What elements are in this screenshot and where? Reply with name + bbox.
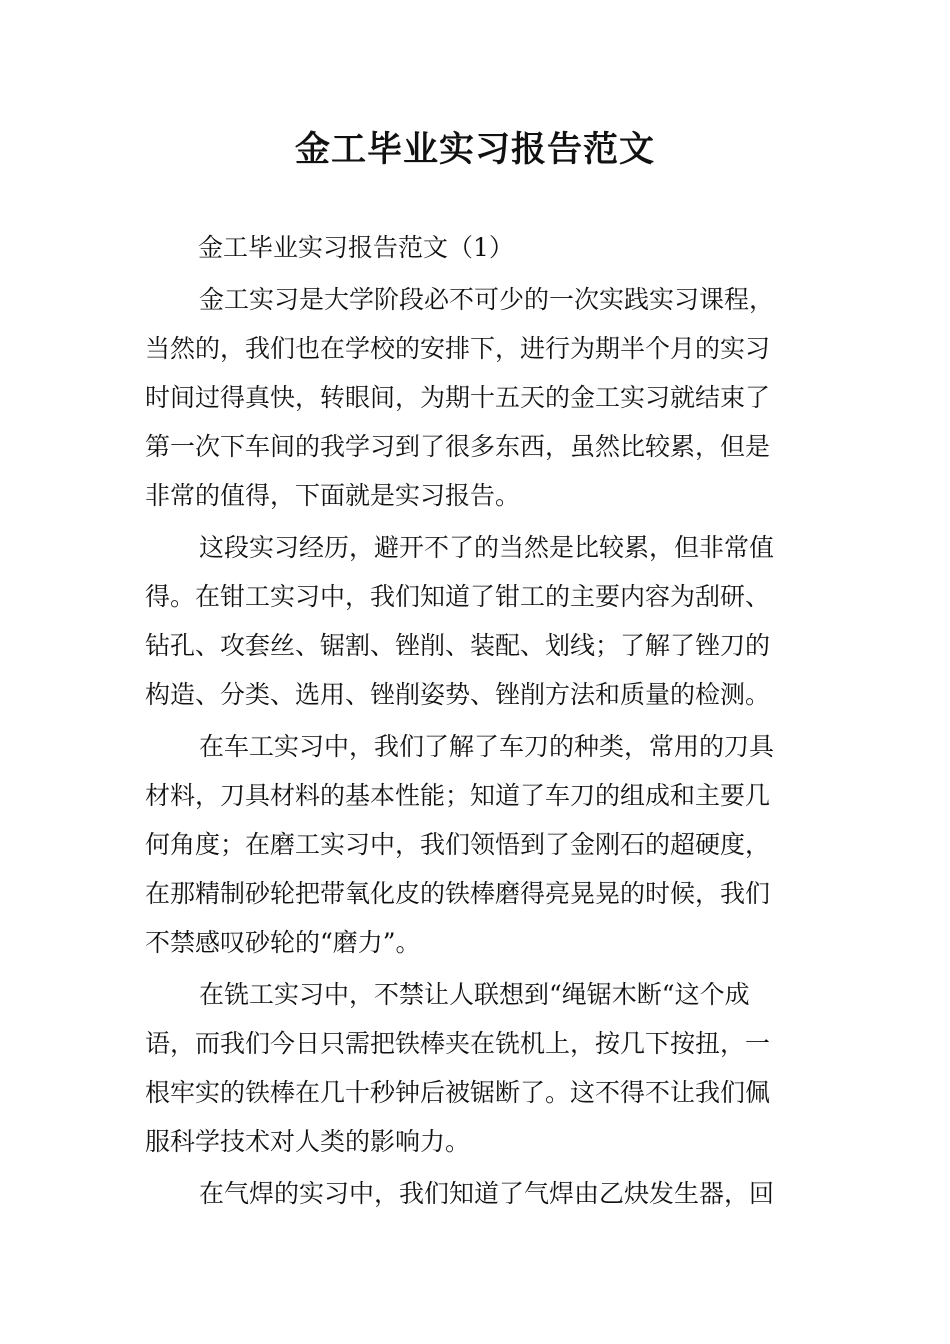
section-heading: 金工毕业实习报告范文（1） [198,233,514,262]
document-title: 金工毕业实习报告范文 [294,129,655,170]
paragraph-line: 根牢实的铁棒在几十秒钟后被锯断了。这不得不让我们佩 [145,1078,771,1107]
paragraph-line: 当然的，我们也在学校的安排下，进行为期半个月的实习 [145,334,771,363]
paragraph-line: 时间过得真快，转眼间，为期十五天的金工实习就结束了 [145,383,771,412]
paragraph-line: 在气焊的实习中，我们知道了气焊由乙炔发生器，回 [199,1179,775,1208]
paragraph-line: 在铣工实习中，不禁让人联想到“绳锯木断“这个成 [199,980,750,1009]
paragraph-line: 语，而我们今日只需把铁棒夹在铣机上，按几下按扭，一 [145,1029,771,1058]
paragraph-line: 构造、分类、选用、锉削姿势、锉削方法和质量的检测。 [145,680,771,709]
paragraph-line: 非常的值得，下面就是实习报告。 [145,481,521,510]
paragraph-line: 在车工实习中，我们了解了车刀的种类，常用的刀具 [199,732,775,761]
paragraph-line: 第一次下车间的我学习到了很多东西，虽然比较累，但是 [145,432,771,461]
paragraph-line: 材料，刀具材料的基本性能；知道了车刀的组成和主要几 [145,781,771,810]
paragraph-line: 在那精制砂轮把带氧化皮的铁棒磨得亮晃晃的时候，我们 [145,879,771,908]
paragraph-line: 钻孔、攻套丝、锯割、锉削、装配、划线；了解了锉刀的 [145,631,771,660]
paragraph-line: 何角度；在磨工实习中，我们领悟到了金刚石的超硬度， [145,830,771,859]
paragraph-line: 不禁感叹砂轮的“磨力”。 [145,928,421,957]
paragraph-line: 得。在钳工实习中，我们知道了钳工的主要内容为刮研、 [145,582,771,611]
paragraph-line: 这段实习经历，避开不了的当然是比较累，但非常值 [199,533,775,562]
paragraph-line: 金工实习是大学阶段必不可少的一次实践实习课程， [199,285,775,314]
paragraph-line: 服科学技术对人类的影响力。 [145,1127,471,1156]
